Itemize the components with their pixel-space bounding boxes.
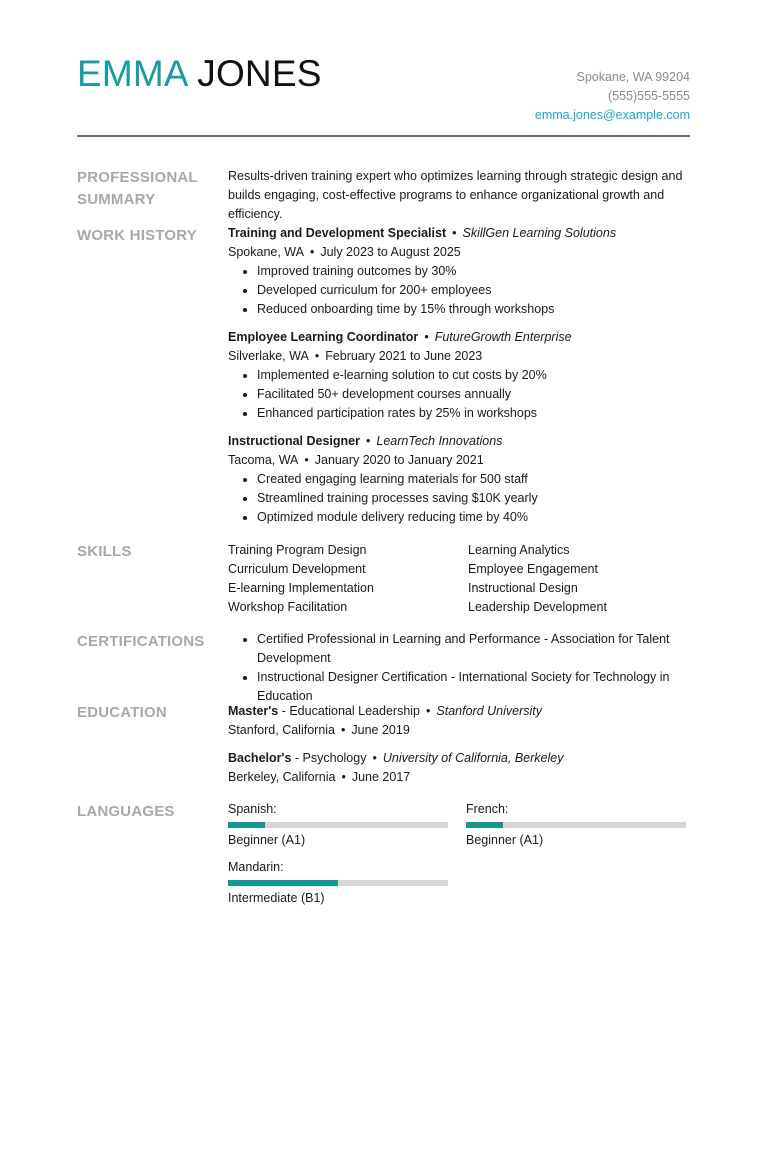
job-meta (228, 451, 690, 470)
phone: (555)555-5555 (607, 89, 690, 103)
company-name: SkillGen Learning Solutions (462, 226, 617, 240)
separator-dot: • (314, 349, 320, 363)
languages-section (228, 800, 690, 908)
skill-item: Instructional Design (468, 581, 578, 595)
list-item: Optimized module delivery reducing time by 40% (257, 508, 690, 527)
language-item (466, 800, 690, 850)
list-item: Instructional Designer Certification - International Society for Technology in Education (257, 668, 690, 706)
skill-item: Training Program Design (228, 543, 367, 557)
job-heading (228, 432, 690, 451)
list-item: Created engaging learning materials for 500 staff (257, 470, 690, 489)
company-name: FutureGrowth Enterprise (434, 330, 572, 344)
proficiency-bar (466, 822, 686, 828)
job-meta (228, 347, 690, 366)
language-name: Mandarin: (228, 860, 284, 874)
list-item: Enhanced participation rates by 25% in workshops (257, 404, 690, 423)
proficiency-fill (466, 822, 503, 828)
summary-section (228, 167, 690, 224)
job-dates: February 2021 to June 2023 (325, 349, 483, 363)
languages-heading: LANGUAGES (77, 803, 175, 820)
job-heading (228, 328, 690, 347)
certifications-section (228, 630, 690, 706)
school-name: University of California, Berkeley (382, 751, 564, 765)
language-name: French: (466, 802, 509, 816)
separator-dot: • (304, 453, 309, 467)
skill-item: Employee Engagement (468, 562, 598, 576)
proficiency-bar (228, 822, 448, 828)
skill-item: Workshop Facilitation (228, 600, 348, 614)
list-item: Certified Professional in Learning and Performance - Association for Talent Development (257, 630, 690, 668)
list-item: Streamlined training processes saving $10K yearly (257, 489, 690, 508)
proficiency-bar (228, 880, 448, 886)
job-location: Spokane, WA (228, 245, 304, 259)
language-level: Intermediate (B1) (228, 891, 325, 905)
skill-item: Leadership Development (468, 600, 607, 614)
job-meta (228, 243, 690, 262)
company-name: LearnTech Innovations (376, 434, 503, 448)
skill-item: Curriculum Development (228, 562, 366, 576)
work-history-heading: WORK HISTORY (77, 227, 197, 244)
job-bullets (228, 366, 690, 423)
education-meta (228, 721, 690, 740)
education-heading (228, 702, 690, 721)
education-heading: EDUCATION (77, 704, 167, 721)
skill-item: Learning Analytics (468, 543, 570, 557)
separator-dot: • (341, 770, 346, 784)
work-history-section (228, 224, 690, 536)
job-dates: January 2020 to January 2021 (314, 453, 484, 467)
job-bullets (228, 470, 690, 527)
job-entry (228, 224, 690, 319)
skill-item: E-learning Implementation (228, 581, 374, 595)
education-entry (228, 749, 690, 787)
candidate-name (77, 52, 322, 96)
separator-dot: • (424, 330, 429, 344)
separator-dot: • (365, 434, 371, 448)
separator-dot: • (426, 704, 431, 718)
degree: Bachelor's (228, 751, 292, 765)
job-title: Training and Development Specialist (228, 226, 447, 240)
graduation-date: June 2017 (351, 770, 411, 784)
skills-heading: SKILLS (77, 543, 132, 560)
proficiency-fill (228, 880, 338, 886)
graduation-date: June 2019 (351, 723, 410, 737)
school-location: Stanford, California (228, 723, 336, 737)
school-location: Berkeley, California (228, 770, 336, 784)
list-item: Implemented e-learning solution to cut costs by 20% (257, 366, 690, 385)
education-section (228, 702, 690, 796)
job-location: Silverlake, WA (228, 349, 309, 363)
job-heading (228, 224, 690, 243)
language-level: Beginner (A1) (466, 833, 544, 847)
certifications-heading: CERTIFICATIONS (77, 633, 205, 650)
job-entry (228, 328, 690, 423)
list-item: Reduced onboarding time by 15% through workshops (257, 300, 690, 319)
job-dates: July 2023 to August 2025 (320, 245, 461, 259)
certifications-list (228, 630, 690, 706)
field-of-study: - Educational Leadership (278, 704, 420, 718)
job-bullets (228, 262, 690, 319)
degree: Master's (228, 704, 279, 718)
separator-dot: • (452, 226, 457, 240)
separator-dot: • (341, 723, 346, 737)
email-link[interactable]: emma.jones@example.com (534, 108, 690, 122)
list-item: Improved training outcomes by 30% (257, 262, 690, 281)
job-location: Tacoma, WA (228, 453, 299, 467)
language-item (228, 800, 466, 850)
language-name: Spanish: (228, 802, 277, 816)
list-item: Facilitated 50+ development courses annually (257, 385, 690, 404)
list-item: Developed curriculum for 200+ employees (257, 281, 690, 300)
last-name: JONES (197, 53, 322, 94)
header-divider (77, 135, 690, 137)
education-heading (228, 749, 690, 768)
language-item (228, 858, 466, 908)
language-level: Beginner (A1) (228, 833, 306, 847)
field-of-study: - Psychology (291, 751, 367, 765)
first-name: EMMA (77, 53, 187, 94)
summary-text: Results-driven training expert who optimizes learning through strategic design and builds engaging, cost-effective programs to enhance organizational growth and efficiency. (228, 169, 683, 221)
job-entry (228, 432, 690, 527)
job-title: Employee Learning Coordinator (228, 330, 419, 344)
job-title: Instructional Designer (228, 434, 360, 448)
contact-info (535, 68, 690, 125)
location: Spokane, WA 99204 (576, 70, 690, 84)
proficiency-fill (228, 822, 265, 828)
education-entry (228, 702, 690, 740)
summary-heading: PROFESSIONAL SUMMARY (77, 169, 198, 208)
separator-dot: • (309, 245, 315, 259)
education-meta (228, 768, 690, 787)
separator-dot: • (372, 751, 377, 765)
skills-section (228, 541, 690, 617)
school-name: Stanford University (436, 704, 542, 718)
